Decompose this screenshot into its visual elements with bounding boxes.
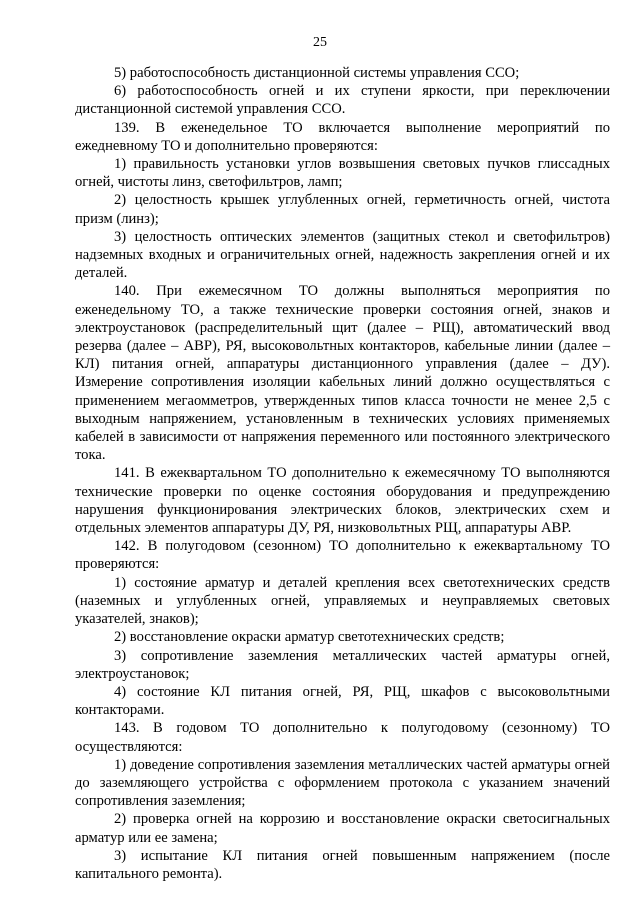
list-item: 2) целостность крышек углубленных огней, герметичность огней, чистота призм (линз); bbox=[75, 192, 610, 227]
list-item: 1) правильность установки углов возвышения световых пучков глиссадных огней, чистоты линз, светофильтров, ламп; bbox=[75, 156, 610, 191]
document-body bbox=[75, 64, 610, 883]
list-item: 6) работоспособность огней и их ступени яркости, при переключении дистанционной системой управления ССО. bbox=[75, 83, 610, 118]
page-number: 25 bbox=[313, 35, 327, 50]
paragraph-143: 143. В годовом ТО дополнительно к полугодовому (сезонному) ТО осуществляются: bbox=[75, 720, 610, 755]
paragraph-140: 140. При ежемесячном ТО должны выполняться мероприятия по еженедельному ТО, а также технические проверки состояния огней, знаков и электроустановок (распределительный щит (далее – РЩ), автоматический ввод резерва (далее – АВР), РЯ, высоковольтных контакторов, кабельные линии (далее – КЛ) питания огней, аппаратуры дистанционного управления (далее – ДУ). Измерение сопротивления изоляции кабельных линий должно осуществляться с применением мегаомметров, утвержденных типов класса точности не менее 2,5 с выходным напряжением, установленным в технических условиях применяемых кабелей в зависимости от напряжения переменного или постоянного электрического тока. bbox=[75, 283, 610, 464]
list-item: 3) испытание КЛ питания огней повышенным напряжением (после капитального ремонта). bbox=[75, 847, 610, 882]
list-item: 2) проверка огней на коррозию и восстановление окраски светосигнальных арматур или ее замена; bbox=[75, 811, 610, 846]
list-item: 4) состояние КЛ питания огней, РЯ, РЩ, шкафов с высоковольтными контакторами. bbox=[75, 683, 610, 719]
list-item: 2) восстановление окраски арматур светотехнических средств; bbox=[114, 629, 505, 646]
paragraph-141: 141. В ежеквартальном ТО дополнительно к ежемесячному ТО выполняются технические проверки по оценке состояния оборудования и предупреждению нарушения функционирования электрических блоков, электрических схем и отдельных элементов аппаратуры ДУ, РЯ, низковольтных РЩ, аппаратуры АВР. bbox=[75, 465, 610, 537]
paragraph-142: 142. В полугодовом (сезонном) ТО дополнительно к ежеквартальному ТО проверяются: bbox=[75, 538, 610, 573]
list-item: 3) сопротивление заземления металлических частей арматуры огней, электроустановок; bbox=[75, 647, 610, 682]
paragraph-139: 139. В еженедельное ТО включается выполнение мероприятий по ежедневному ТО и дополнительно проверяются: bbox=[75, 119, 610, 154]
list-item: 1) доведение сопротивления заземления металлических частей арматуры огней до заземляющего устройства с оформлением протокола с указанием значений сопротивления заземления; bbox=[75, 756, 610, 810]
list-item: 3) целостность оптических элементов (защитных стекол и светофильтров) надземных входных и ограничительных огней, надежность закрепления огней и их деталей. bbox=[75, 228, 610, 282]
list-item: 1) состояние арматур и деталей крепления всех светотехнических средств (наземных и углубленных огней, управляемых и неуправляемых световых указателей, знаков); bbox=[75, 574, 610, 628]
list-item: 5) работоспособность дистанционной системы управления ССО; bbox=[114, 65, 520, 81]
